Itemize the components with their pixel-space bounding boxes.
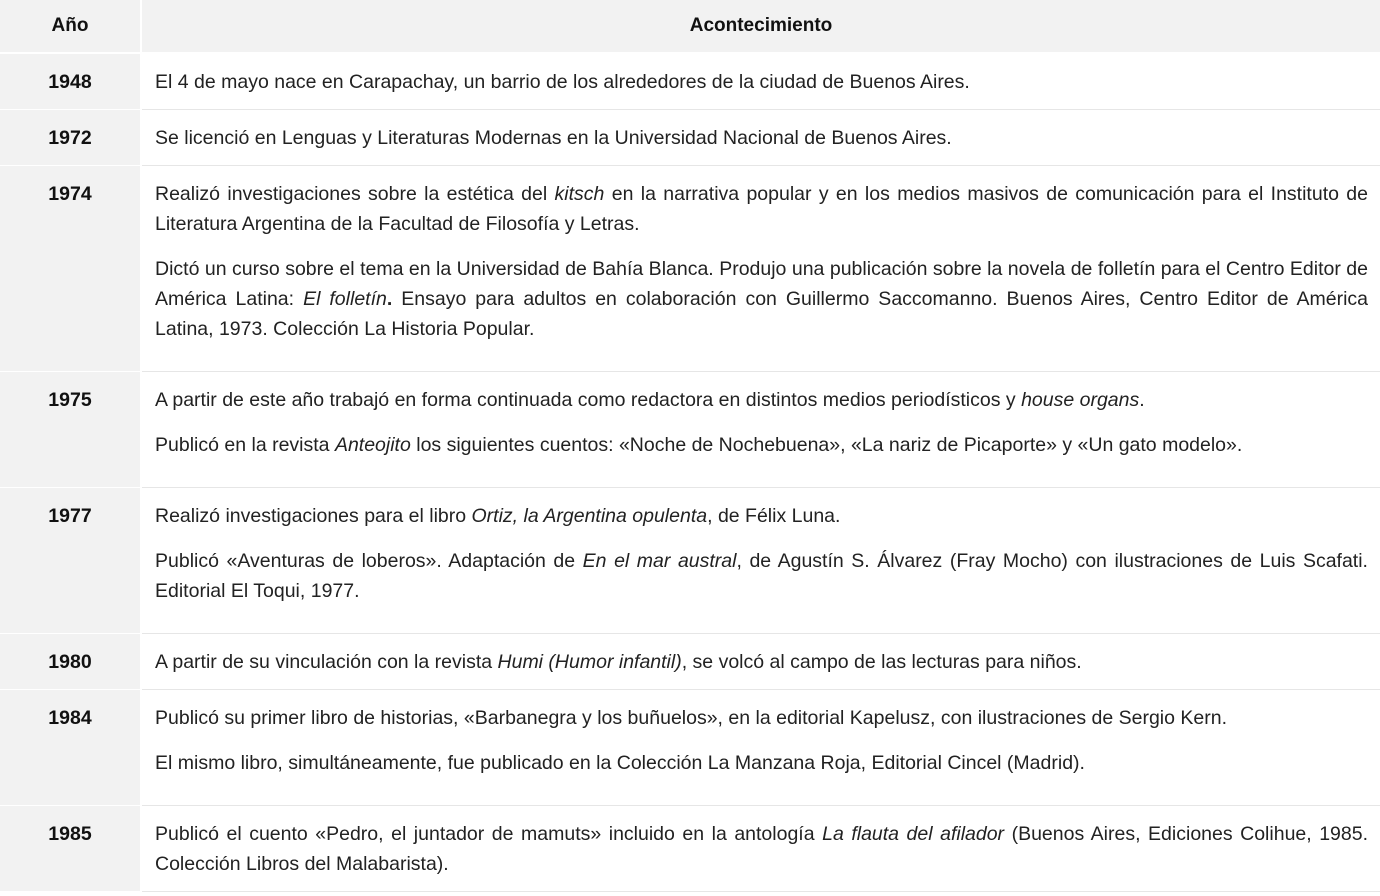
year-column-header: Año: [0, 0, 141, 53]
event-paragraph: [155, 254, 1368, 344]
text-segment: El 4 de mayo nace en Carapachay, un barrio de los alrededores de la ciudad de Buenos Aires.: [155, 71, 970, 93]
event-cell: [141, 372, 1380, 488]
text-segment: , se volcó al campo de las lecturas para niños.: [681, 651, 1082, 673]
event-paragraph: [155, 67, 1368, 97]
event-column-header: Acontecimiento: [141, 0, 1380, 53]
text-segment: .: [1139, 389, 1145, 411]
text-segment: A partir de este año trabajó en forma continuada como redactora en distintos medios periodísticos y: [155, 389, 1022, 411]
event-paragraph: [155, 123, 1368, 153]
event-paragraph: [155, 385, 1368, 415]
table-header: [0, 0, 1380, 53]
emphasized-text: La flauta del afilador: [822, 823, 1005, 845]
text-segment: , de Félix Luna.: [707, 505, 841, 527]
emphasized-text: house organs: [1021, 389, 1140, 411]
table-row: [0, 690, 1380, 806]
text-segment: Realizó investigaciones sobre la estética del: [155, 183, 555, 205]
table-row: [0, 372, 1380, 488]
emphasized-text: El folletín: [303, 288, 387, 310]
text-segment: Dictó un curso sobre el tema en la Universidad de Bahía Blanca. Produjo una publicación sobre la novela de folletín para el Centro Editor de América Latina:: [155, 258, 1368, 310]
event-paragraph: [155, 703, 1368, 733]
text-segment: , de Agustín S. Álvarez (Fray Mocho) con ilustraciones de Luis Scafati. Editorial El Toqui, 1977.: [155, 550, 1368, 602]
emphasized-text: kitsch: [554, 183, 605, 205]
header-row: [0, 0, 1380, 53]
event-paragraph: [155, 819, 1368, 879]
table-body: [0, 53, 1380, 892]
text-segment: Publicó el cuento «Pedro, el juntador de mamuts» incluido en la antología: [155, 823, 823, 845]
text-segment: Ensayo para adultos en colaboración con Guillermo Saccomanno. Buenos Aires, Centro Editor de América Latina, 1973. Colección La Historia Popular.: [155, 288, 1369, 340]
event-cell: [141, 488, 1380, 634]
text-segment: los siguientes cuentos: «Noche de Nochebuena», «La nariz de Picaporte» y «Un gato modelo».: [410, 434, 1243, 456]
text-segment: Publicó su primer libro de historias, «Barbanegra y los buñuelos», en la editorial Kapelusz, con ilustraciones de Sergio Kern.: [155, 707, 1228, 729]
event-cell: [141, 166, 1380, 372]
event-cell: [141, 690, 1380, 806]
event-paragraph: [155, 430, 1368, 460]
year-cell: 1948: [0, 53, 141, 110]
text-segment: Realizó investigaciones para el libro: [155, 505, 472, 527]
emphasized-text: Humi (Humor infantil): [497, 651, 682, 673]
emphasized-text: En el mar austral: [582, 550, 737, 572]
emphasized-text: Ortiz, la Argentina opulenta: [471, 505, 708, 527]
event-paragraph: [155, 748, 1368, 778]
year-cell: 1980: [0, 634, 141, 690]
table-row: [0, 110, 1380, 166]
table-row: [0, 488, 1380, 634]
event-paragraph: [155, 501, 1368, 531]
event-cell: [141, 806, 1380, 892]
event-cell: [141, 110, 1380, 166]
bold-text: .: [386, 288, 393, 310]
year-cell: 1985: [0, 806, 141, 892]
text-segment: en la narrativa popular y en los medios masivos de comunicación para el Instituto de Literatura Argentina de la Facultad de Filosofía y Letras.: [155, 183, 1368, 235]
table-row: [0, 806, 1380, 892]
event-cell: [141, 53, 1380, 110]
event-paragraph: [155, 546, 1368, 606]
event-cell: [141, 634, 1380, 690]
year-cell: 1974: [0, 166, 141, 372]
emphasized-text: Anteojito: [334, 434, 411, 456]
table-row: [0, 166, 1380, 372]
text-segment: (Buenos Aires, Ediciones Colihue, 1985. Colección Libros del Malabarista).: [155, 823, 1369, 875]
table-row: [0, 634, 1380, 690]
text-segment: El mismo libro, simultáneamente, fue publicado en la Colección La Manzana Roja, Editorial Cincel (Madrid).: [155, 752, 1085, 774]
text-segment: A partir de su vinculación con la revista: [155, 651, 498, 673]
table-row: [0, 53, 1380, 110]
text-segment: Publicó «Aventuras de loberos». Adaptación de: [155, 550, 583, 572]
text-segment: Publicó en la revista: [155, 434, 335, 456]
text-segment: Se licenció en Lenguas y Literaturas Modernas en la Universidad Nacional de Buenos Aires.: [155, 127, 952, 149]
event-paragraph: [155, 179, 1368, 239]
year-cell: 1975: [0, 372, 141, 488]
year-cell: 1984: [0, 690, 141, 806]
year-cell: 1977: [0, 488, 141, 634]
event-paragraph: [155, 647, 1368, 677]
year-cell: 1972: [0, 110, 141, 166]
